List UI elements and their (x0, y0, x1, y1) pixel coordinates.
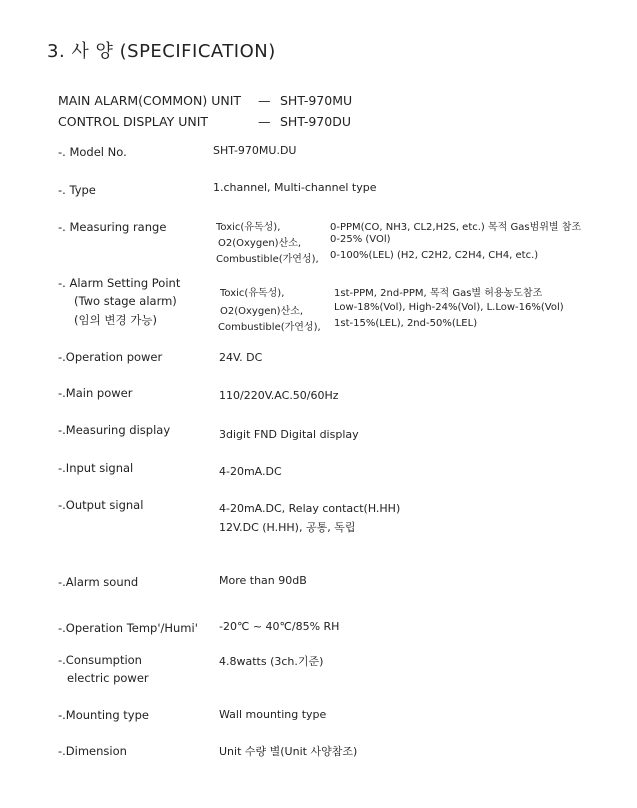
spec-label-alarm-sound: -.Alarm sound (58, 575, 139, 589)
spec-label-main-power: -.Main power (58, 386, 133, 400)
spec-label-measuring-range: -. Measuring range (58, 220, 167, 234)
alarm-value-o2: Low-18%(Vol), High-24%(Vol), L.Low-16%(Vol) (334, 302, 564, 313)
spec-label-model: -. Model No. (58, 145, 127, 159)
spec-label-operation-power: -.Operation power (58, 350, 163, 364)
spec-value-main-power: 110/220V.AC.50/60Hz (219, 389, 339, 402)
alarm-gas-toxic: Toxic(유독성), (220, 288, 285, 299)
spec-value-model: SHT-970MU.DU (213, 144, 297, 157)
alarm-value-combustible: 1st-15%(LEL), 2nd-50%(LEL) (334, 318, 478, 329)
spec-label-alarm-setting: -. Alarm Setting Point (58, 276, 181, 290)
unit-control-model: SHT-970DU (280, 114, 351, 129)
spec-label-alarm-changeable: (임의 변경 가능) (74, 313, 157, 327)
unit-main-dash: — (258, 93, 271, 108)
spec-value-operation-temp: -20℃ ~ 40℃/85% RH (219, 620, 340, 633)
spec-label-mounting: -.Mounting type (58, 708, 149, 722)
unit-control-dash: — (258, 114, 271, 129)
range-gas-combustible: Combustible(가연성), (216, 254, 319, 265)
range-value-o2: 0-25% (VOl) (330, 234, 391, 245)
range-gas-toxic: Toxic(유독성), (216, 222, 281, 233)
range-value-combustible: 0-100%(LEL) (H2, C2H2, C2H4, CH4, etc.) (330, 250, 539, 261)
spec-value-type: 1.channel, Multi-channel type (213, 181, 377, 194)
unit-control-label: CONTROL DISPLAY UNIT (58, 114, 209, 129)
spec-label-operation-temp: -.Operation Temp'/Humi' (58, 621, 198, 635)
range-gas-o2: O2(Oxygen)산소, (218, 238, 302, 249)
spec-label-measuring-display: -.Measuring display (58, 423, 171, 437)
spec-value-output-signal-line1: 4-20mA.DC, Relay contact(H.HH) (219, 502, 401, 515)
alarm-gas-combustible: Combustible(가연성), (218, 322, 321, 333)
spec-value-consumption: 4.8watts (3ch.기준) (219, 655, 324, 668)
spec-label-output-signal: -.Output signal (58, 498, 144, 512)
spec-label-consumption-line2: electric power (67, 671, 149, 685)
range-value-toxic: 0-PPM(CO, NH3, CL2,H2S, etc.) 목적 Gas범위별 참조 (330, 222, 582, 233)
spec-value-input-signal: 4-20mA.DC (219, 465, 282, 478)
spec-label-dimension: -.Dimension (58, 744, 127, 758)
alarm-gas-o2: O2(Oxygen)산소, (220, 306, 304, 317)
spec-label-consumption: -.Consumption (58, 653, 142, 667)
spec-value-output-signal-line2: 12V.DC (H.HH), 공통, 독립 (219, 521, 356, 534)
unit-main-model: SHT-970MU (280, 93, 353, 108)
spec-value-dimension: Unit 수량 별(Unit 사양참조) (219, 745, 358, 758)
unit-main-label: MAIN ALARM(COMMON) UNIT (58, 93, 242, 108)
alarm-value-toxic: 1st-PPM, 2nd-PPM, 목적 Gas별 허용농도참조 (334, 288, 543, 299)
page-title: 3. 사 양 (SPECIFICATION) (47, 41, 276, 62)
spec-label-type: -. Type (58, 183, 96, 197)
spec-value-measuring-display: 3digit FND Digital display (219, 428, 359, 441)
spec-value-alarm-sound: More than 90dB (219, 574, 307, 587)
spec-value-operation-power: 24V. DC (219, 351, 263, 364)
spec-label-alarm-two-stage: (Two stage alarm) (74, 294, 177, 308)
spec-label-input-signal: -.Input signal (58, 461, 134, 475)
spec-value-mounting: Wall mounting type (219, 708, 327, 721)
